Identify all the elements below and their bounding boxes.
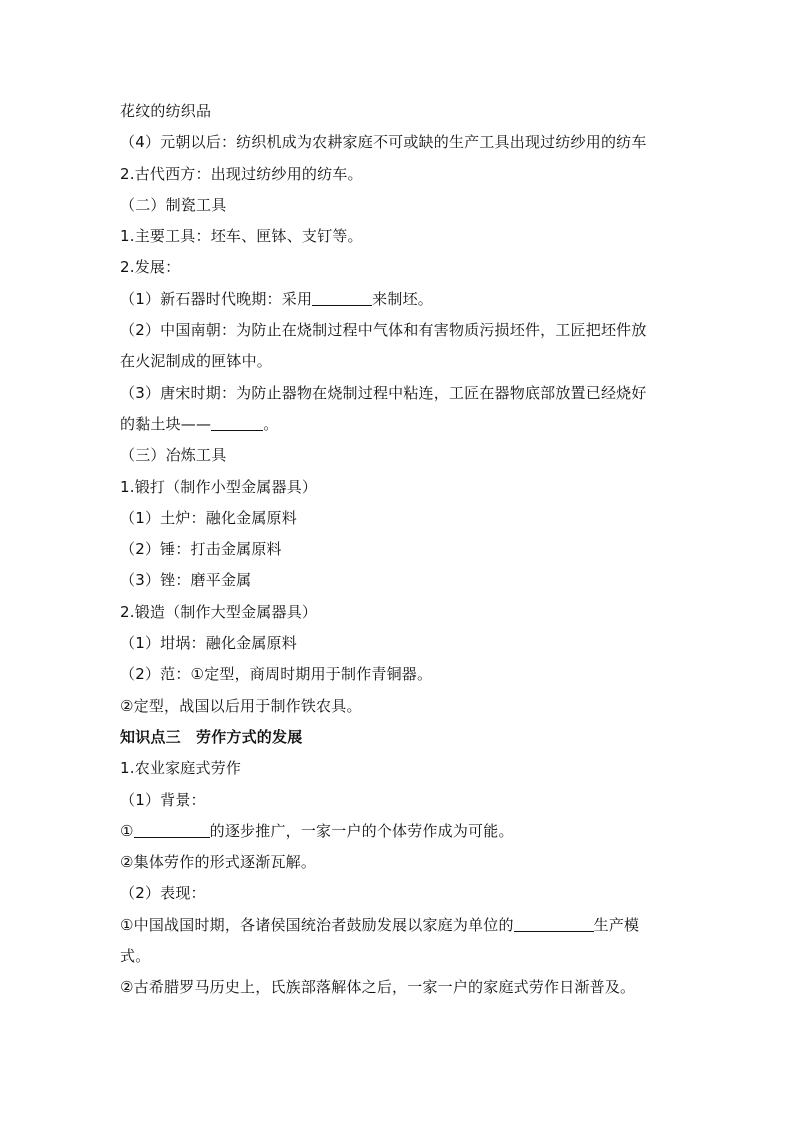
blank-prefix: （1）新石器时代晚期：采用 [120, 289, 313, 308]
text-line: ②集体劳作的形式逐渐瓦解。 [120, 853, 317, 872]
text-line: （2）范：①定型，商周时期用于制作青铜器。 [120, 665, 433, 684]
text-line: （1）土炉：融化金属原料 [120, 508, 297, 527]
blank-prefix: ①中国战国时期，各诸侯国统治者鼓励发展以家庭为单位的 [120, 915, 514, 934]
blank-suffix: 生产模 [593, 915, 640, 934]
blank-prefix: 的黏土块—— [120, 414, 212, 433]
knowledge-point-heading: 知识点三 劳作方式的发展 [120, 727, 303, 746]
text-line: 1.主要工具：坯车、匣钵、支钉等。 [120, 227, 363, 246]
text-line: 2.古代西方：出现过纺纱用的纺车。 [120, 164, 363, 183]
blank-prefix: ① [120, 821, 134, 840]
answer-blank [211, 429, 263, 431]
blank-suffix: 。 [263, 414, 279, 433]
section-heading-smelting-tools: （三）冶炼工具 [120, 446, 227, 465]
answer-blank [134, 836, 210, 838]
blank-suffix: 来制坯。 [372, 289, 433, 308]
fill-blank-line [120, 816, 680, 847]
fill-blank-line [120, 910, 680, 941]
section-heading-ceramics-tools: （二）制瓷工具 [120, 195, 227, 214]
fill-blank-line [120, 409, 680, 440]
text-line: ②定型，战国以后用于制作铁农具。 [120, 696, 362, 715]
fill-blank-line [120, 284, 680, 315]
text-line: 式。 [120, 947, 151, 966]
answer-blank [312, 304, 372, 306]
text-line: （4）元朝以后：纺织机成为农耕家庭不可或缺的生产工具出现过纺纱用的纺车 [120, 133, 647, 152]
text-line: （2）锤：打击金属原料 [120, 540, 282, 559]
blank-suffix: 的逐步推广，一家一户的个体劳作成为可能。 [209, 821, 514, 840]
answer-blank [514, 930, 594, 932]
text-line: （3）唐宋时期：为防止器物在烧制过程中粘连，工匠在器物底部放置已经烧好 [120, 383, 647, 402]
text-line: 2.发展： [120, 258, 181, 277]
text-line: （2）表现： [120, 884, 206, 903]
text-line: （2）中国南朝：为防止在烧制过程中气体和有害物质污损坯件，工匠把坯件放 [120, 321, 647, 340]
text-line: （1）坩埚：融化金属原料 [120, 634, 297, 653]
text-line: 花纹的纺织品 [120, 102, 212, 120]
text-line: 1.农业家庭式劳作 [120, 759, 242, 778]
document-page [120, 96, 680, 1004]
text-line: 在火泥制成的匣钵中。 [120, 352, 273, 371]
text-line: ②古希腊罗马历史上，氏族部落解体之后，一家一户的家庭式劳作日渐普及。 [120, 978, 636, 997]
text-line: 2.锻造（制作大型金属器具） [120, 602, 318, 621]
text-line: 1.锻打（制作小型金属器具） [120, 477, 318, 496]
text-line: （1）背景： [120, 790, 206, 809]
text-line: （3）锉：磨平金属 [120, 571, 252, 590]
